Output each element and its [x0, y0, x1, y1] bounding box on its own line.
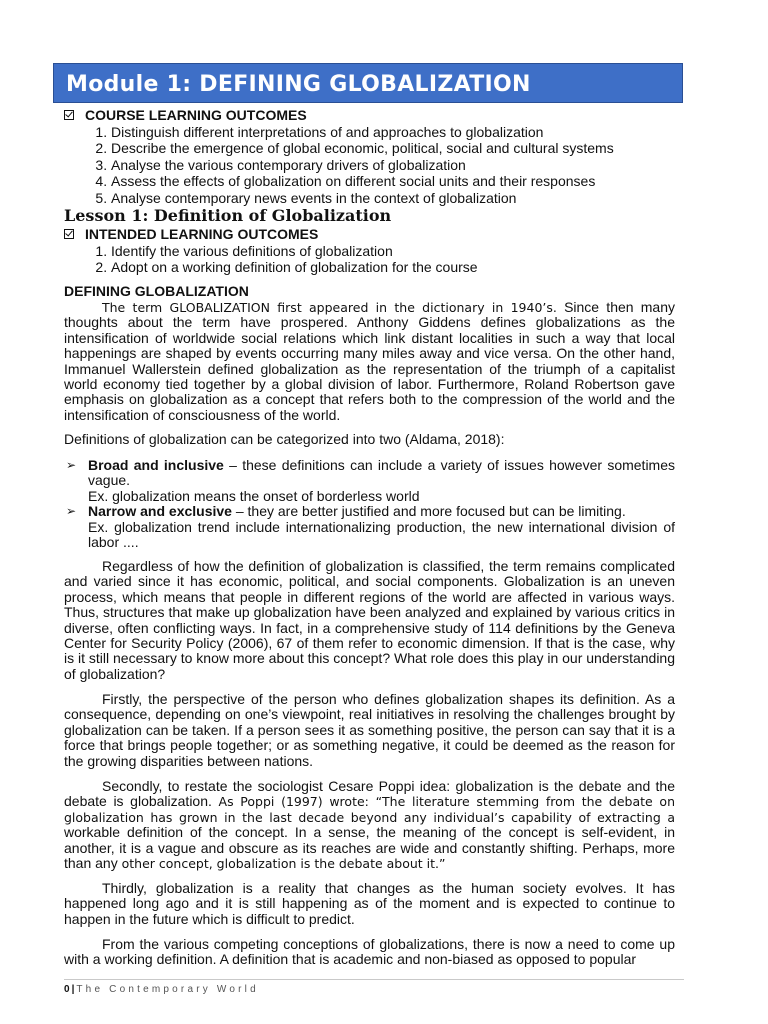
intro-paragraph: [64, 300, 675, 423]
intended-outcomes-section: [64, 226, 704, 276]
intro-rest: Since then many thoughts about the term have prospered. Anthony Giddens defines globalizations as the intensification of worldwide social relations which link distant localities in such a way that local happenings are shaped by events occurring many miles away and vice versa. On the other hand, Immanuel Wallerstein defined globalization as the representation of the triumph of a capitalist world economy tied together by a global division of labor. Furthermore, Roland Robertson gave emphasis on globalization as a concept that refers both to the compression of the world and the intensification of consciousness of the world.: [64, 299, 675, 423]
page-footer: [64, 979, 684, 995]
footer-title: The Contemporary World: [76, 984, 259, 995]
bullet-term: Broad and inclusive: [88, 457, 224, 473]
list-item: 3. Analyse the various contemporary drivers of globalization: [111, 157, 704, 174]
paragraph-firstly: Firstly, the perspective of the person who defines globalization shapes its definition. As a consequence, depending on one’s viewpoint, real initiatives in resolving the challenges brought by globalization can be taken. If a person sees it as something positive, the person can say that it is a force that brings people together; or as something negative, it could be deemed as the reason for the growing disparities between nations.: [64, 691, 675, 769]
paragraph-thirdly: Thirdly, globalization is a reality that changes as the human society evolves. It has happened long ago and it is still happening as of the moment and is expected to continue to happen in the future which is difficult to predict.: [64, 880, 675, 927]
bullet-example: Ex. globalization trend include internationalizing production, the new international division of labor ....: [88, 518, 675, 551]
checkbox-icon: [64, 229, 74, 239]
course-outcomes-heading: COURSE LEARNING OUTCOMES: [64, 107, 704, 124]
footer-separator: |: [71, 984, 75, 995]
page-number: 0: [64, 984, 70, 995]
arrow-bullet-icon: ➢: [66, 458, 77, 472]
list-item: 2. Adopt on a working definition of globalization for the course: [111, 259, 704, 276]
categorize-line: Definitions of globalization can be categorized into two (Aldama, 2018):: [64, 431, 505, 447]
paragraph-secondly: Secondly, to restate the sociologist Cesare Poppi idea: globalization is the debate and the debate is globalization. As Poppi (1997) wrote: “The literature stemming from the debate on globalization has grown in the last decade beyond any individual’s capability of extracting a workable definition of the concept. In a sense, the meaning of the concept is self-evident, in another, it is a vague and obscure as its reaches are wide and constantly shifting. Perhaps, more than any other concept, globalization is the debate about it.”: [64, 778, 675, 872]
list-item: 1. Distinguish different interpretations of and approaches to globalization: [111, 124, 704, 141]
checkbox-icon: [64, 110, 74, 120]
intended-outcomes-list: [64, 243, 704, 276]
course-outcomes-list: [64, 124, 704, 207]
list-item: 4. Assess the effects of globalization on different social units and their responses: [111, 173, 704, 190]
bullet-desc: – these definitions can include a variety of issues however sometimes vague.: [88, 457, 675, 489]
intro-lead: The term GLOBALIZATION first appeared in the dictionary in 1940’s.: [102, 300, 557, 315]
list-item: [66, 504, 675, 550]
intended-outcomes-heading: INTENDED LEARNING OUTCOMES: [64, 226, 704, 243]
lesson-title: Lesson 1: Definition of Globalization: [64, 206, 392, 225]
paragraph-various: From the various competing conceptions of globalizations, there is now a need to come up with a working definition. A definition that is academic and non-biased as opposed to popular: [64, 936, 675, 968]
list-item: 1. Identify the various definitions of globalization: [111, 243, 704, 260]
arrow-bullet-icon: ➢: [66, 504, 77, 519]
definition-bullets: [66, 458, 675, 550]
module-title: Module 1: DEFINING GLOBALIZATION: [66, 72, 531, 97]
course-outcomes-section: [64, 107, 704, 206]
list-item: 5. Analyse contemporary news events in the context of globalization: [111, 190, 704, 207]
list-item: 2. Describe the emergence of global economic, political, social and cultural systems: [111, 140, 704, 157]
bullet-term: Narrow and exclusive: [88, 503, 232, 520]
paragraph-regardless: Regardless of how the definition of globalization is classified, the term remains complicated and varied since it has economic, political, and social components. Globalization is an uneven process, which means that people in different regions of the world are affected in various ways. Thus, structures that make up globalization have been analyzed and explained by various critics in diverse, often conflicting ways. In fact, in a comprehensive study of 114 definitions by the Geneva Center for Security Policy (2006), 67 of them refer to economic dimension. If that is the case, why is it still necessary to know more about this concept? What role does this play in our understanding of globalization?: [64, 558, 675, 682]
list-item: [66, 458, 675, 504]
bullet-example: Ex. globalization means the onset of borderless world: [88, 487, 420, 504]
bullet-desc: – they are better justified and more focused but can be limiting.: [231, 503, 626, 520]
module-banner: [53, 63, 683, 103]
section-heading: DEFINING GLOBALIZATION: [64, 283, 249, 299]
